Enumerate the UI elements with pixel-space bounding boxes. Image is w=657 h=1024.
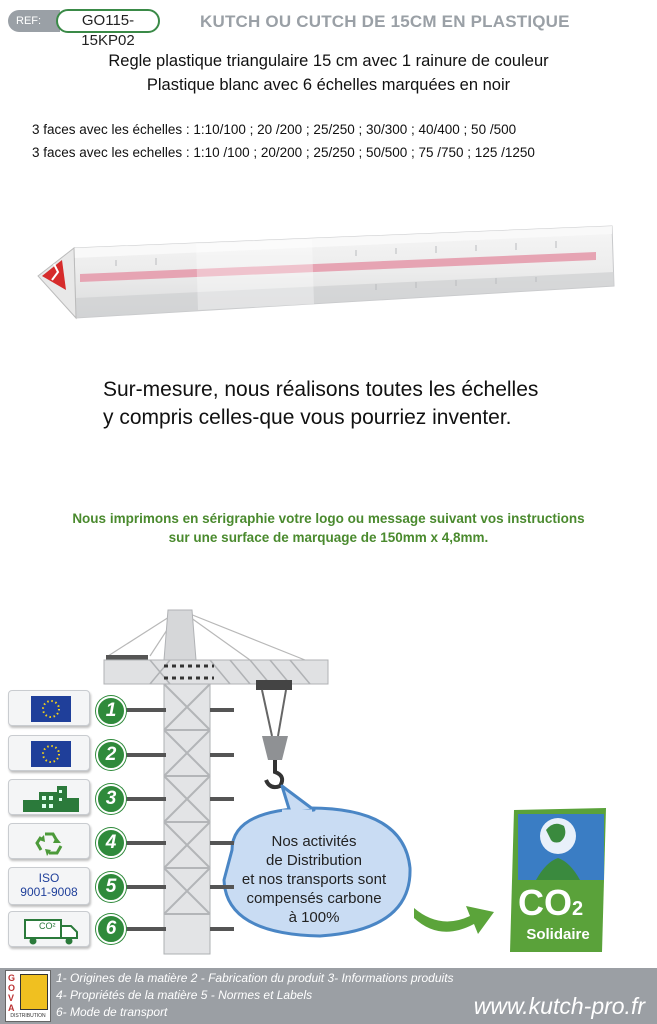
iso-title: ISO [38, 871, 60, 885]
product-info [8, 779, 90, 815]
custom-line-1: Sur-mesure, nous réalisons toutes les échelles [103, 378, 539, 401]
number-badge-5: 5 [96, 872, 126, 902]
transport-mode [8, 911, 90, 947]
printing-line-2: sur une surface de marquage de 150mm x 4,8mm. [168, 530, 489, 545]
material-properties [8, 823, 90, 859]
description-line-2: Plastique blanc avec 6 échelles marquées en noir [146, 76, 511, 94]
factory-icon [9, 780, 91, 816]
co2-text: CO [518, 882, 572, 923]
footer-legend-3: 6- Mode de transport [56, 1005, 168, 1019]
number-badge-4: 4 [96, 828, 126, 858]
logo-letters: GOVA [8, 973, 16, 1013]
page-title: KUTCH OU CUTCH DE 15CM EN PLASTIQUE [200, 12, 570, 31]
iso-number: 9001-9008 [20, 885, 78, 899]
bubble-line-1: Nos activités [271, 833, 357, 850]
co2-solidaire-logo [506, 806, 610, 954]
number-badge-2: 2 [96, 740, 126, 770]
ref-code: GO115-15KP02 [56, 9, 160, 33]
number-badge-6: 6 [96, 914, 126, 944]
bubble-line-2: de Distribution [266, 852, 362, 869]
ref-label: REF: [8, 10, 60, 32]
co2-subscript: 2 [572, 898, 584, 920]
footer-legend-2: 4- Propriétés de la matière 5 - Normes et Labels [56, 988, 313, 1002]
eu-flag-production [8, 735, 90, 771]
footer-legend-1: 1- Origines de la matière 2 - Fabrication du produit 3- Informations produits [56, 971, 454, 985]
bubble-line-4: compensés carbone [246, 890, 382, 907]
eu-flag-icon [9, 691, 91, 727]
scales-line-1: 3 faces avec les échelles : 1:10/100 ; 20 /200 ; 25/250 ; 30/300 ; 40/400 ; 50 /500 [32, 122, 517, 137]
logo-subtitle: DISTRIBUTION [10, 1013, 46, 1019]
bubble-line-3: et nos transports sont [241, 871, 387, 888]
number-badge-3: 3 [96, 784, 126, 814]
bubble-line-5: à 100% [288, 909, 340, 926]
ruler-image [36, 220, 620, 330]
scales-line-2: 3 faces avec les echelles : 1:10 /100 ; 20/200 ; 25/250 ; 50/500 ; 75 /750 ; 125 /1250 [32, 145, 535, 160]
gova-logo [5, 970, 51, 1022]
speech-bubble-text [224, 832, 404, 927]
eu-flag-icon [9, 736, 91, 772]
website-link[interactable]: www.kutch-pro.fr [473, 993, 645, 1019]
description-line-1: Regle plastique triangulaire 15 cm avec 1 rainure de couleur [108, 52, 549, 70]
number-badge-1: 1 [96, 696, 126, 726]
iso-label [8, 867, 90, 905]
truck-label: CO² [39, 921, 56, 931]
custom-line-2: y compris celles-que vous pourriez inventer. [103, 406, 512, 429]
printing-line-1: Nous imprimons en sérigraphie votre logo ou message suivant vos instructions [72, 511, 585, 526]
solidaire-label: Solidaire [526, 926, 590, 943]
recycle-icon [9, 824, 91, 860]
eu-flag-origin [8, 690, 90, 726]
header [0, 0, 657, 49]
